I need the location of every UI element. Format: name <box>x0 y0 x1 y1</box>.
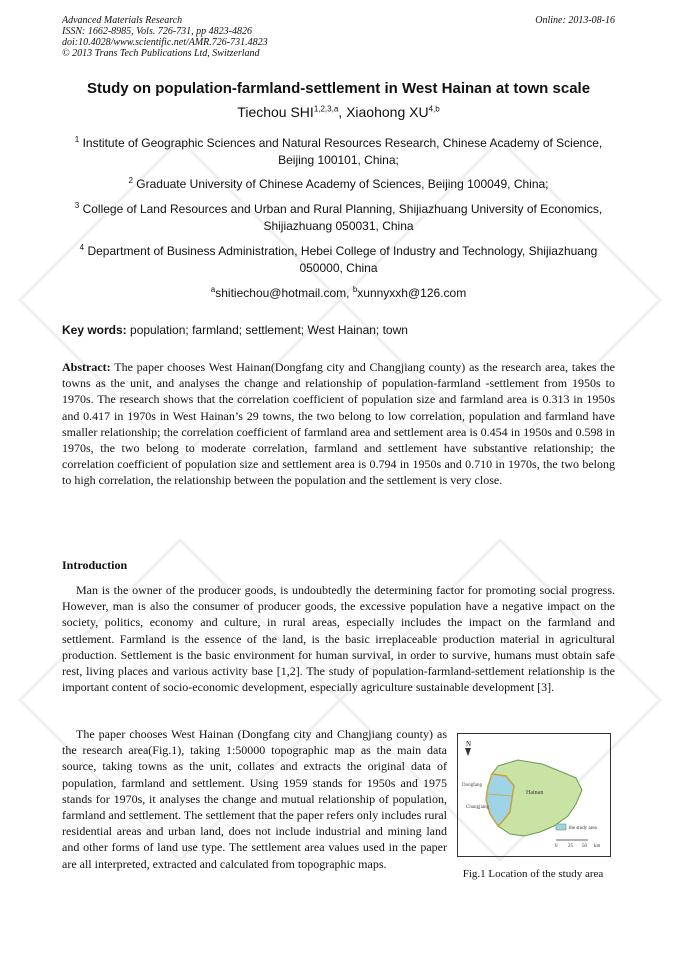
email-a-marker: a <box>210 285 216 294</box>
keywords <box>62 323 615 337</box>
scale-tick-0: 0 <box>555 844 558 849</box>
affiliation-number: 4 <box>79 243 85 252</box>
figure-study-area-map <box>457 733 611 857</box>
affiliation-text: College of Land Resources and Urban and Rural Planning, Shijiazhuang University of Economics, Shijiazhuang 050031, China <box>82 202 603 233</box>
online-date: Online: 2013-08-16 <box>535 15 615 26</box>
affiliation-number: 3 <box>74 201 80 210</box>
figure-caption: Fig.1 Location of the study area <box>462 868 604 880</box>
study-area-map <box>458 734 610 856</box>
section-heading: Introduction <box>62 558 128 572</box>
author-2-affil: 4,b <box>428 104 440 114</box>
journal-doi: doi:10.4028/www.scientific.net/AMR.726-731.4823 <box>62 37 268 48</box>
author-1: Tiechou SHI <box>237 104 314 120</box>
intro-paragraph-2: The paper chooses West Hainan (Dongfang city and Changjiang county) as the research area(Fig.1), taking 1:50000 topographic map as the main data source, taking towns as the unit, collates and extracts the original data of population, farmland and settlement. Using 1959 stands for 1950s and 1975 stands for 1970s, it analyses the change and mutual relationship of population, farmland and settlement. The settlement that the paper refers only includes rural residential areas and urban land, does not include industrial and mining land and other forms of land use type. The settlement area values used in the paper are all interpreted, extracted and calculated from topographic maps. <box>62 727 447 871</box>
affiliation-4 <box>62 243 615 277</box>
affiliation-1 <box>62 135 615 169</box>
scale-tick-25: 25 <box>568 844 573 849</box>
email-a: shitiechou@hotmail.com, <box>215 286 353 300</box>
author-separator: , <box>338 104 347 120</box>
north-label: N <box>466 740 472 748</box>
affiliation-number: 2 <box>128 176 133 185</box>
journal-issn: ISSN: 1662-8985, Vols. 726-731, pp 4823-4826 <box>62 26 252 37</box>
label-dongfang: Dongfang <box>462 783 482 788</box>
journal-header <box>62 15 615 59</box>
author-1-affil: 1,2,3,a <box>313 104 339 114</box>
author-line <box>62 104 615 120</box>
author-emails <box>62 285 615 302</box>
journal-name: Advanced Materials Research <box>62 15 183 26</box>
label-changjiang: Changjiang <box>466 805 490 810</box>
keywords-text: population; farmland; settlement; West Hainan; town <box>126 323 408 337</box>
scale-unit: km <box>594 844 601 849</box>
legend-swatch <box>556 824 566 830</box>
intro-paragraph-1: Man is the owner of the producer goods, is undoubtedly the determining factor for promoting social progress. However, man is also the consumer of producer goods, the excessive population have a negative impact on the society, politics, economy and culture, in rural areas, especially includes the impact on the farmland and settlement. Farmland is the essence of the land, is the basic irreplaceable production material in agricultural production. Settlement is the basic environment for human survival, in order to survive, humans must obtain safe rest, living places and various activity base [1,2]. The study of population-farmland-settlement relationship is the important content of socio-economic development, especially agriculture sustainable development [3]. <box>62 583 615 695</box>
journal-copyright: © 2013 Trans Tech Publications Ltd, Switzerland <box>62 48 260 59</box>
north-arrow-icon <box>465 748 471 756</box>
legend-label: the study area <box>569 826 597 831</box>
author-2: Xiaohong XU <box>346 104 429 120</box>
affiliation-text: Graduate University of Chinese Academy of Sciences, Beijing 100049, China; <box>136 177 549 191</box>
email-b-marker: b <box>352 285 358 294</box>
email-b: xunnyxxh@126.com <box>357 286 467 300</box>
label-hainan: Hainan <box>526 790 544 796</box>
abstract <box>62 359 615 489</box>
affiliation-number: 1 <box>74 135 80 144</box>
abstract-text: The paper chooses West Hainan(Dongfang city and Changjiang county) as the research area, takes the towns as the unit, and analyses the change and relationship of population-farmland -settlement from 1950s to 1970s. The research shows that the correlation coefficient of population size and farmland area is 0.313 in 1950s and 0.417 in 1970s in West Hainan’s 29 towns, the two belong to low correlation, population and farmland have smaller relationship; the correlation coefficient of farmland area and settlement area is 0.454 in 1950s and 0.598 in 1970s, the two belong to moderate correlation, farmland and settlement have substantive relationship; the correlation coefficient of population size and settlement area is 0.794 in 1950s and 0.710 in 1970s, the two belong to high correlation, the relationship between the population and the settlement is very close. <box>62 360 615 488</box>
abstract-label: Abstract: <box>62 360 111 374</box>
affiliation-text: Institute of Geographic Sciences and Natural Resources Research, Chinese Academy of Science, Beijing 100101, China; <box>82 136 603 167</box>
scale-tick-50: 50 <box>582 844 587 849</box>
affiliation-2 <box>62 176 615 193</box>
keywords-label: Key words: <box>62 323 127 337</box>
affiliation-3 <box>62 201 615 235</box>
paper-title: Study on population-farmland-settlement in West Hainan at town scale <box>86 80 591 97</box>
affiliation-text: Department of Business Administration, Hebei College of Industry and Technology, Shijiazhuang 050000, China <box>87 244 598 275</box>
